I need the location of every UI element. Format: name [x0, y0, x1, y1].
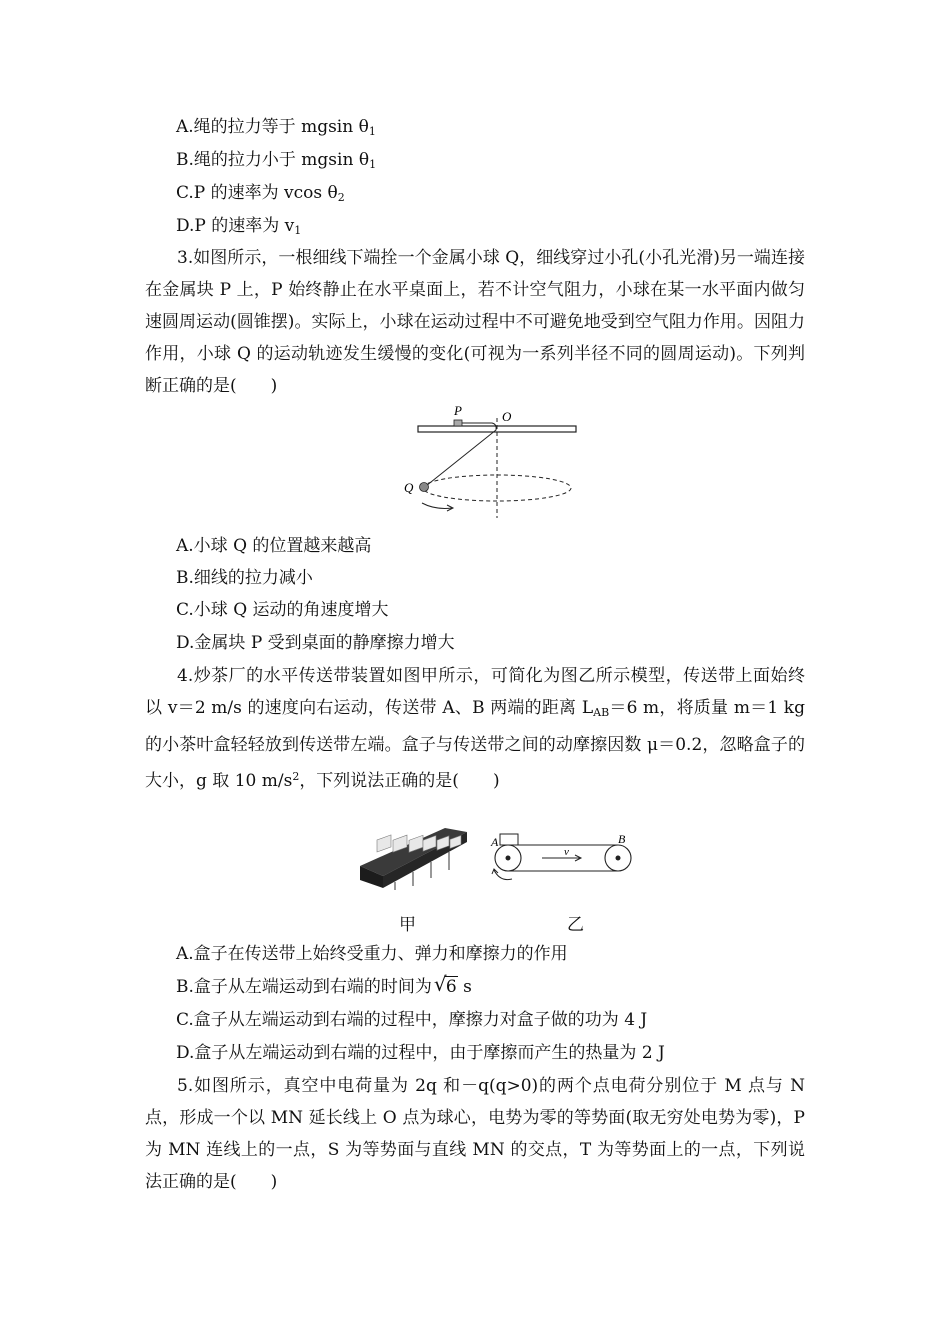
- sqrt-symbol: √: [433, 972, 447, 996]
- q4-stem: [145, 660, 805, 797]
- caption-jia: 甲: [399, 915, 416, 935]
- q4-option-a: A.盒子在传送带上始终受重力、弹力和摩擦力的作用: [176, 944, 568, 964]
- conveyor-photo: [355, 798, 470, 890]
- sqrt-expression: [433, 972, 458, 997]
- box-on-belt: [500, 834, 518, 845]
- caption-yi: 乙: [567, 915, 584, 935]
- conical-pendulum-figure: [400, 400, 580, 520]
- q2-option-b-text: B.绳的拉力小于 mgsin θ: [176, 150, 370, 170]
- q3-stem: 3.如图所示，一根细线下端拴一个金属小球 Q，细线穿过小孔(小孔光滑)另一端连接在金属块 P 上，P 始终静止在水平桌面上，若不计空气阻力，小球在某一水平面内做匀速圆周运动(圆锥摆)。实际上，小球在运动过程中不可避免地受到空气阻力作用。因阻力作用，小球 Q 的运动轨迹发生缓慢的变化(可视为一系列半径不同的圆周运动)。下列判断正确的是( ): [145, 248, 805, 396]
- q2-option-d: [176, 216, 301, 241]
- sqrt-radicand: 6: [445, 977, 457, 997]
- q4-option-d: D.盒子从左端运动到右端的过程中，由于摩擦而产生的热量为 2 J: [176, 1043, 665, 1063]
- q2-option-d-text: D.P 的速率为 v: [176, 216, 295, 236]
- left-pulley-axle: [506, 856, 511, 861]
- q4-option-c: C.盒子从左端运动到右端的过程中，摩擦力对盒子做的功为 4 J: [176, 1010, 648, 1030]
- q3-option-a: A.小球 Q 的位置越来越高: [176, 536, 372, 556]
- label-p: P: [454, 403, 462, 418]
- q2-option-c-sub: 2: [337, 191, 345, 204]
- block-p: [454, 420, 462, 426]
- q3-option-d: D.金属块 P 受到桌面的静摩擦力增大: [176, 633, 455, 653]
- q2-option-a-sub: 1: [368, 125, 376, 138]
- q2-option-c: [176, 183, 345, 208]
- right-pulley-axle: [616, 856, 621, 861]
- q2-option-b: [176, 150, 376, 175]
- q4-stem-sub: AB: [593, 706, 610, 719]
- q2-option-c-text: C.P 的速率为 vcos θ: [176, 183, 338, 203]
- q4-option-b-text: B.盒子从左端运动到右端的时间为: [176, 977, 432, 997]
- q5-stem: 5.如图所示，真空中电荷量为 2q 和－q(q>0)的两个点电荷分别位于 M 点与 N 点，形成一个以 MN 延长线上 O 点为球心，电势为零的等势面(取无穷处电势为零)，P 为 MN 连线上的一点，S 为等势面与直线 MN 的交点，T 为等势面上的一点，下列说法正确的是( ): [145, 1076, 805, 1192]
- ball-q: [420, 483, 429, 492]
- q3-option-c: C.小球 Q 运动的角速度增大: [176, 600, 389, 620]
- q2-option-a-text: A.绳的拉力等于 mgsin θ: [176, 117, 369, 137]
- q4-stem-sup: 2: [292, 770, 300, 783]
- q2-option-a: [176, 117, 376, 142]
- q2-option-d-sub: 1: [294, 224, 302, 237]
- conveyor-schematic: [480, 826, 640, 884]
- label-o: O: [502, 409, 512, 424]
- q4-option-b: [176, 972, 472, 997]
- q3-option-b: B.细线的拉力减小: [176, 568, 313, 588]
- label-a: A: [491, 835, 499, 849]
- q4-option-b-unit: s: [457, 977, 472, 997]
- q2-option-b-sub: 1: [369, 158, 377, 171]
- q4-stem-part1: 4.炒茶厂的水平传送带装置如图甲所示，可简化为图乙所示模型，传送带上面始终以 v＝2 m/s 的速度向右运动，传送带 A、B 两端的距离 L: [145, 666, 805, 718]
- label-q: Q: [404, 480, 414, 495]
- q4-stem-part3: ，下列说法正确的是( ): [299, 771, 500, 791]
- q4-stem-part2: ＝6 m，将质量 m＝1 kg 的小茶叶盒轻轻放到传送带左端。盒子与传送带之间的动摩擦因数 μ＝0.2，忽略盒子的大小，g 取 10 m/s: [145, 698, 805, 791]
- label-v: v: [564, 846, 569, 858]
- label-b: B: [618, 832, 626, 846]
